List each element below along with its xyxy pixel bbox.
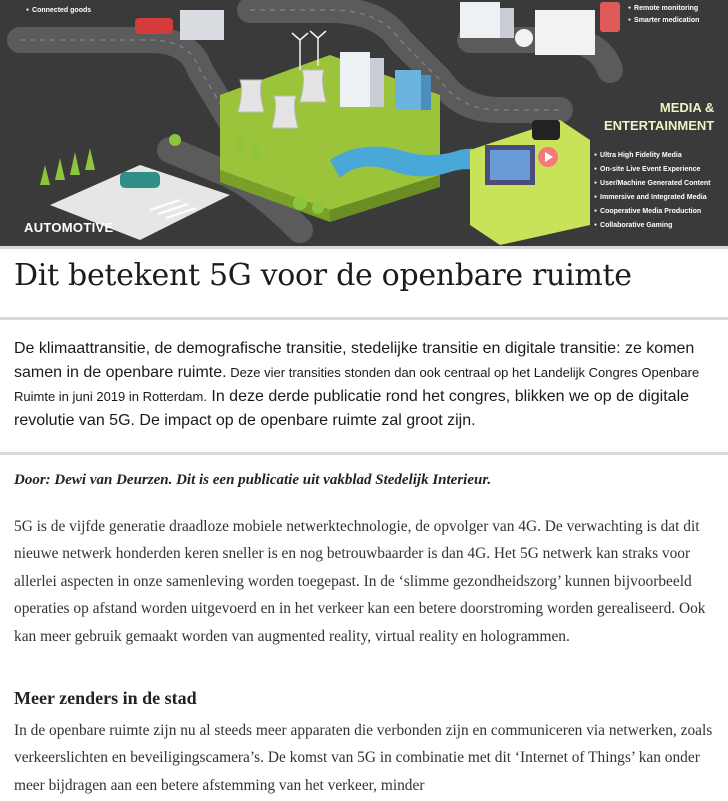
media-item: ● Collaborative Gaming — [594, 222, 711, 229]
media-item: ● Ultra High Fidelity Media — [594, 152, 711, 159]
hero-divider — [0, 246, 728, 249]
hero-illustration — [0, 0, 728, 246]
media-entertainment-title — [604, 99, 714, 134]
media-item: ● On-site Live Event Experience — [594, 166, 711, 173]
article-paragraph-2: In de openbare ruimte zijn nu al steeds meer apparaten die verbonden zijn en communiceren via netwerken, zoals verkeerslichten en beveiligingscamera’s. De komst van 5G in combinatie met dit ‘Internet of Things’ kan onder meer bijdragen aan een betere afstemming van het verkeer, minder — [14, 722, 713, 794]
connected-goods-label: ● Connected goods — [26, 7, 91, 14]
health-item: ● Smarter medication — [628, 17, 699, 24]
health-feature-list — [628, 5, 699, 29]
intro-text-2: Deze vier transities stonden dan ook centraal op het Landelijk Congres Openbare Ruimte in juni 2019 in Rotterdam. — [14, 365, 700, 404]
article-intro — [14, 337, 714, 433]
article-subheading: Meer zenders in de stad — [14, 688, 197, 708]
intro-text-1: De klimaattransitie, de demografische transitie, stedelijke transitie en digitale transitie: ze komen samen in de openbare ruimte. — [14, 340, 695, 381]
media-title-line1: MEDIA & — [659, 100, 715, 115]
media-item: ● User/Machine Generated Content — [594, 180, 711, 187]
intro-divider — [0, 452, 728, 455]
headline-divider — [0, 317, 728, 320]
media-title-line2: ENTERTAINMENT — [604, 117, 715, 133]
media-item: ● Cooperative Media Production — [594, 208, 711, 215]
media-item: ● Immersive and Integrated Media — [594, 194, 711, 201]
health-item: ● Remote monitoring — [628, 5, 699, 12]
article-headline: Dit betekent 5G voor de openbare ruimte — [14, 258, 632, 293]
intro-text-3: In deze derde publicatie rond het congres, blikken we op de digitale revolutie van 5G. De impact op de openbare ruimte zal groot zijn. — [14, 388, 690, 429]
article-paragraph-1: 5G is de vijfde generatie draadloze mobiele netwerktechnologie, de opvolger van 4G. De verwachting is dat dit nieuwe netwerk honderden keren sneller is en nog betrouwbaarder is dan 4G. Het 5G netwerk kan straks voor allerlei aspecten in onze samenleving worden toegepast. In de ‘slimme gezondheidszorg’ kunnen bijvoorbeeld operaties op afstand worden uitgevoerd en in het verkeer kan een betere doorstroming worden gerealiseerd. Ook kan meer gebruik gemaakt worden van augmented reality, virtual reality en hologrammen. — [14, 518, 706, 645]
article-byline: Door: Dewi van Deurzen. Dit is een publicatie uit vakblad Stedelijk Interieur. — [14, 472, 492, 488]
media-feature-list — [594, 152, 711, 236]
automotive-label: AUTOMOTIVE — [24, 220, 114, 235]
